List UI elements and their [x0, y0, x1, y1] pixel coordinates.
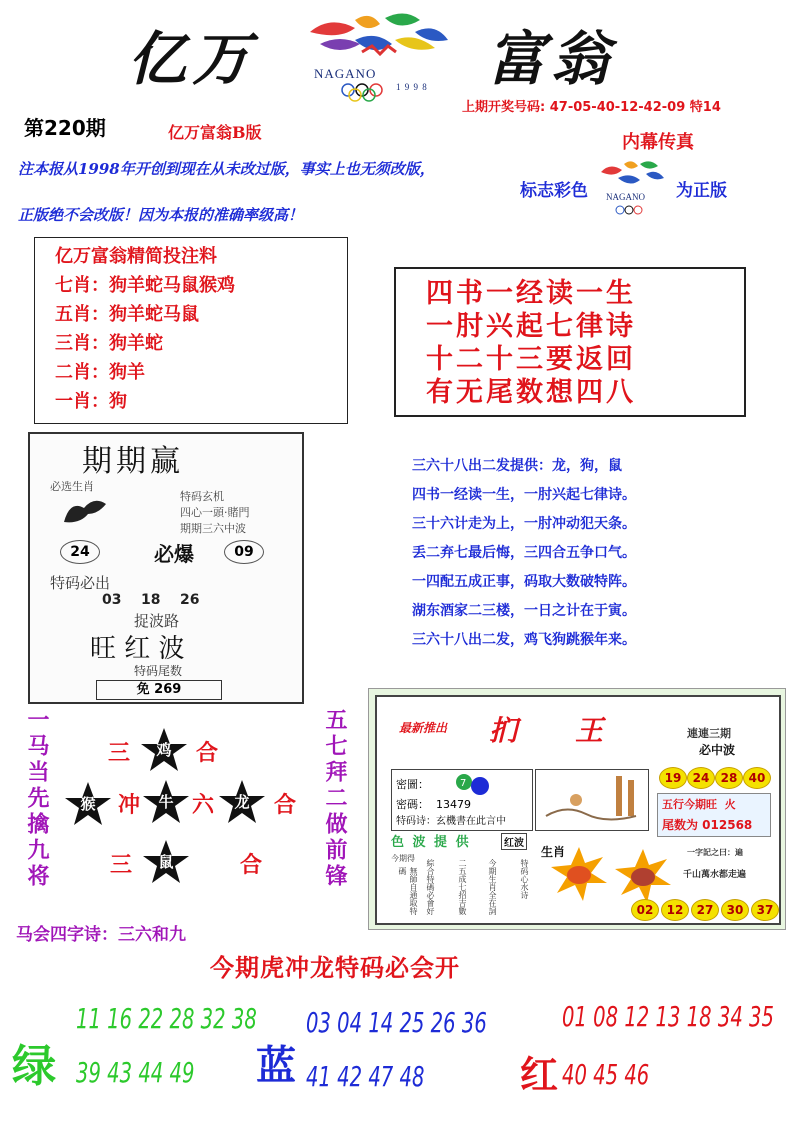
notice-line-1: 注本报从1998年开创到现在从未改过版，事实上也无须改版，	[18, 160, 435, 178]
scan-line-3: 四心一頭·賭門	[180, 506, 250, 519]
pick-row-2: 二肖：狗羊	[55, 362, 145, 383]
scan-title: 期期赢	[82, 444, 184, 479]
pick-row-1: 一肖：狗	[55, 391, 127, 412]
red-row-1: 01 08 12 13 18 34 35	[562, 1000, 774, 1033]
fax-label: 内幕传真	[622, 132, 694, 153]
poem-small-block	[412, 452, 702, 662]
blue-row-1: 03 04 14 25 26 36	[306, 1006, 487, 1039]
logo-year: 1 9 9 8	[396, 82, 428, 92]
panel-col-2: 無師自通取特碼	[398, 867, 418, 915]
logo-text: NAGANO	[314, 66, 377, 81]
scan-nums: 03 18 26	[102, 592, 200, 608]
poem-line-4: 有无尾数想四八	[426, 377, 636, 408]
panel-wuxing: 五行今期旺 火	[662, 798, 736, 811]
panel-col-1: 今期得	[391, 854, 415, 863]
panel-wuxing-box	[657, 793, 771, 837]
edition: 亿万富翁B版	[168, 123, 262, 142]
panel-ball-top-2: 24	[687, 767, 715, 789]
scan-box	[28, 432, 304, 704]
poem-line-1: 四书一经读一生	[426, 278, 636, 309]
star-long-label: 龙	[234, 793, 250, 811]
panel-ball-bottom-3: 27	[691, 899, 719, 921]
panel-mi-ma: 密碼： 13479	[396, 798, 471, 811]
red-label: 红	[520, 1052, 559, 1097]
star-niu	[142, 778, 190, 826]
pick-row-7: 七肖：狗羊蛇马鼠猴鸡	[55, 275, 235, 296]
text-he-2: 合	[274, 793, 297, 818]
scan-ball-right: 09	[224, 540, 264, 564]
blue-label: 蓝	[256, 1042, 296, 1089]
panel-must-wave: 必中波	[699, 743, 736, 757]
panel-col-4: 二五成七招吉數	[458, 859, 467, 915]
poem-small-4: 丢二弃七最后悔，三四合五争口气。	[412, 545, 636, 561]
scan-mian: 免 269	[96, 680, 222, 700]
text-san-2: 三	[110, 853, 133, 878]
star-hou-label: 猴	[80, 795, 96, 813]
headline: 今期虎冲龙特码必会开	[210, 953, 460, 982]
panel-one-word: 一字記之曰：遍	[687, 848, 743, 857]
panel-ball-bottom-2: 12	[661, 899, 689, 921]
scan-wang: 旺 红 波	[90, 634, 185, 664]
panel-title-left: 扪	[489, 714, 518, 747]
nagano-logo	[300, 10, 450, 102]
text-san-1: 三	[108, 741, 131, 766]
logo-note-left: 标志彩色	[520, 181, 588, 201]
pick-row-5: 五肖：狗羊蛇马鼠	[55, 304, 199, 325]
notice-line-2: 正版绝不会改版！因为本报的准确率级高！	[18, 206, 304, 224]
pick-row-3: 三肖：狗羊蛇	[55, 333, 163, 354]
panel-se-bo: 色 波 提 供	[391, 835, 471, 850]
poem-small-2: 四书一经读一生，一肘兴起七律诗。	[412, 487, 636, 503]
panel-title-area	[485, 705, 611, 747]
panel-ball-top-4: 40	[743, 767, 771, 789]
panel-te-ma-shi: 特码诗：玄機書在此言中	[396, 816, 506, 827]
panel-ball-bottom-1: 02	[631, 899, 659, 921]
logo-note-right: 为正版	[676, 181, 727, 201]
scan-te-wei: 特码尾数	[134, 664, 183, 678]
text-he-1: 合	[196, 741, 219, 766]
panel-mi-tu: 密圖：	[396, 778, 429, 791]
panel-code-box	[391, 769, 533, 831]
right-vertical-poem: 五七拜二做前锋	[322, 708, 348, 890]
panel-hong-bo: 红波	[501, 833, 527, 850]
text-liu: 六	[192, 793, 215, 818]
panel-landscape-icon	[536, 770, 648, 830]
panel-mountain: 千山萬水都走遍	[683, 870, 747, 880]
star-shu	[142, 838, 190, 886]
last-draw: 上期开奖号码: 47-05-40-12-42-09 特14	[462, 100, 721, 115]
poem-line-2: 一肘兴起七律诗	[426, 311, 636, 342]
star-niu-label: 牛	[158, 793, 174, 811]
green-label: 绿	[12, 1041, 56, 1092]
green-row-2: 39 43 44 49	[76, 1056, 195, 1089]
small-nagano-flower-icon	[596, 158, 666, 218]
poem-box	[394, 267, 746, 417]
title-left: 亿万	[128, 25, 257, 93]
panel-ball-top-1: 19	[659, 767, 687, 789]
panel-weishu: 尾数为 012568	[662, 818, 753, 832]
poem-small-6: 湖东酒家二三楼，一日之计在于寅。	[412, 603, 636, 619]
scan-bi-bao: 必爆	[154, 542, 194, 566]
scan-line-1: 必选生肖	[50, 480, 94, 493]
panel-picture	[535, 769, 649, 831]
svg-text:NAGANO: NAGANO	[606, 192, 645, 202]
star-shu-label: 鼠	[158, 853, 174, 871]
svg-text:7: 7	[460, 778, 467, 789]
panel	[368, 688, 786, 930]
scan-bo-lu: 捉波路	[134, 612, 180, 630]
panel-three-periods: 連連三期	[687, 727, 731, 740]
poem-small-1: 三六十八出二发提供：龙，狗，鼠	[412, 458, 622, 474]
panel-ball-bottom-5: 37	[751, 899, 779, 921]
poem-small-3: 三十六计走为上，一肘冲动犯天条。	[412, 516, 636, 532]
blue-row-2: 41 42 47 48	[306, 1060, 425, 1093]
panel-ball-bottom-4: 30	[721, 899, 749, 921]
panel-se-bo-row	[391, 831, 541, 851]
star-ji	[140, 726, 188, 774]
ma-poem: 马会四字诗：三六和九	[16, 925, 186, 945]
title-right: 富翁	[487, 25, 616, 93]
star-long	[218, 778, 266, 826]
small-nagano-logo	[596, 158, 666, 218]
star-hou	[64, 780, 112, 828]
panel-col-6: 特码心水诗	[520, 859, 529, 899]
panel-col-3: 綜合特碼必會好	[426, 859, 435, 915]
picks-title: 亿万富翁精简投注料	[55, 246, 217, 267]
red-row-2: 40 45 46	[562, 1058, 650, 1091]
scan-ball-left: 24	[60, 540, 100, 564]
star-ji-label: 鸡	[156, 741, 172, 759]
scan-line-2: 特码玄机	[180, 490, 224, 503]
green-row-1: 11 16 22 28 32 38	[76, 1002, 257, 1035]
scan-dragon-icon	[60, 494, 110, 532]
panel-sheng-xiao: 生肖	[541, 845, 566, 859]
panel-latest: 最新推出	[399, 721, 448, 735]
text-he-3: 合	[240, 853, 263, 878]
poem-line-3: 十二十三要返回	[426, 344, 636, 375]
poem-small-7: 三六十八出二发，鸡飞狗跳猴年来。	[412, 632, 636, 648]
scan-te-ma: 特码必出	[50, 574, 111, 592]
picks-box	[34, 237, 348, 424]
panel-title-right: 王	[575, 714, 604, 747]
text-chong: 冲	[118, 793, 141, 818]
left-vertical-poem: 一马当先擒九将	[24, 708, 50, 890]
panel-ball-top-3: 28	[715, 767, 743, 789]
panel-col-5: 今期生肖全在詞	[488, 859, 497, 915]
issue-number: 第220期	[24, 116, 106, 140]
poem-small-5: 一四配五成正事，码取大数破特阵。	[412, 574, 636, 590]
scan-line-4: 期期三六中波	[180, 522, 246, 535]
